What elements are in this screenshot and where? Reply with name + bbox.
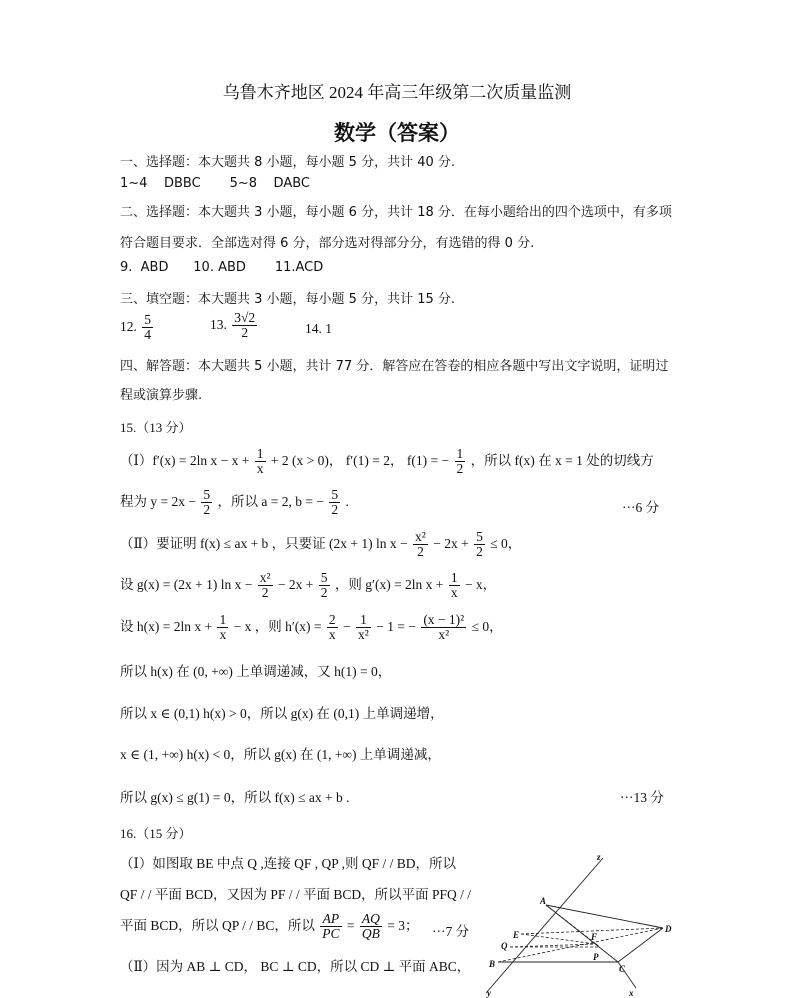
- q16-score-7: ···7 分: [432, 924, 470, 939]
- page-title: 乌鲁木齐地区 2024 年高三年级第二次质量监测: [222, 83, 572, 102]
- q15-line-1: [120, 447, 654, 476]
- q15-line-7: 所以 x ∈ (0,1) h(x) > 0，所以 g(x) 在 (0,1) 上单调递增，: [120, 706, 444, 721]
- text: ，则 g′(x) = 2ln x +: [334, 576, 444, 592]
- frac-num: 1: [450, 570, 458, 585]
- answer-12-fraction: [142, 313, 153, 342]
- section-heading-solutions-2: 程或演算步骤.: [120, 388, 203, 403]
- fraction: [258, 571, 273, 600]
- frac-num: 5: [203, 487, 211, 502]
- q15-line-8: x ∈ (1, +∞) h(x) < 0，所以 g(x) 在 (1, +∞) 上单调递减，: [120, 747, 441, 762]
- text: − 2x +: [277, 576, 314, 592]
- frac-num: 5: [144, 312, 151, 327]
- label-z: z: [597, 852, 601, 862]
- q15-score-13: ···13 分: [620, 790, 664, 805]
- frac-num: x²: [415, 529, 426, 544]
- text: .: [345, 493, 349, 509]
- section-heading-choice: 一、选择题：本大题共 8 小题，每小题 5 分，共计 40 分.: [120, 155, 456, 170]
- fraction: [455, 447, 466, 476]
- label-C: C: [619, 964, 626, 974]
- frac-den: x²: [438, 627, 450, 643]
- q16-line-1: （Ⅰ）如图取 BE 中点 Q ,连接 QF , QP ,则 QF / / BD，所以: [120, 856, 456, 871]
- text: =: [346, 917, 355, 933]
- frac-num: 1: [356, 613, 371, 628]
- frac-num: 2: [328, 612, 336, 627]
- frac-den: x: [256, 461, 264, 477]
- page-subtitle: 数学（答案）: [334, 121, 460, 145]
- frac-den: x: [219, 627, 227, 643]
- q15-line-9: 所以 g(x) ≤ g(1) = 0，所以 f(x) ≤ ax + b .: [120, 790, 350, 805]
- section-heading-multichoice-2: 符合题目要求．全部选对得 6 分，部分选对得部分分，有选错的得 0 分.: [120, 236, 535, 251]
- frac-num: 5: [476, 529, 483, 544]
- fraction: [449, 571, 460, 600]
- frac-num: 5: [320, 570, 328, 585]
- edge-BD: [498, 928, 663, 962]
- label-D: D: [665, 924, 672, 934]
- q15-line-2: [120, 488, 349, 517]
- frac-num: AQ: [361, 911, 380, 926]
- fraction: [327, 613, 338, 642]
- label-P: P: [593, 952, 599, 962]
- q16-line-4: （Ⅱ）因为 AB ⊥ CD， BC ⊥ CD，所以 CD ⊥ 平面 ABC，: [120, 959, 471, 974]
- text: − x ，则 h′(x) =: [233, 618, 322, 634]
- frac-den: 2: [241, 325, 249, 341]
- fraction: [201, 488, 212, 517]
- text: − 2x +: [433, 535, 469, 551]
- label-y: y: [487, 988, 491, 998]
- frac-den: 2: [331, 502, 339, 518]
- text: ，所以 a = 2, b = −: [217, 493, 324, 509]
- frac-den: 2: [476, 544, 483, 560]
- edge-AD: [546, 905, 663, 928]
- frac-den: 4: [144, 327, 151, 343]
- answer-12: [120, 313, 155, 342]
- q16-label: 16.（15 分）: [120, 826, 192, 841]
- frac-den: 2: [261, 585, 269, 601]
- q15-line-4: [120, 571, 496, 600]
- text: ≤ 0，: [490, 535, 522, 551]
- q16-line-2: QF / / 平面 BCD，又因为 PF / / 平面 BCD，所以平面 PFQ / /: [120, 887, 472, 902]
- frac-num: 1: [456, 446, 464, 461]
- axis-line: [486, 858, 603, 993]
- q15-label: 15.（13 分）: [120, 420, 192, 435]
- section-heading-multichoice-1: 二、选择题：本大题共 3 小题，每小题 6 分，共计 18 分．在每小题给出的四个选项中，有多项: [120, 205, 672, 220]
- q16-line-3: [120, 912, 419, 941]
- frac-den: 2: [320, 585, 328, 601]
- fraction: [217, 613, 228, 642]
- label-A: A: [540, 896, 547, 906]
- text: （Ⅰ）f′(x) = 2ln x − x +: [120, 452, 250, 468]
- frac-den: 2: [456, 461, 464, 477]
- frac-den: QB: [361, 926, 380, 942]
- label-F: F: [591, 932, 598, 942]
- frac-num: x²: [259, 570, 271, 585]
- label-B: B: [489, 959, 496, 969]
- frac-num: 1: [256, 446, 264, 461]
- frac-den: 2: [203, 502, 211, 518]
- q15-score-6: ···6 分: [622, 500, 660, 515]
- fraction: [356, 613, 371, 642]
- text: ，所以 f(x) 在 x = 1 处的切线方: [470, 452, 654, 468]
- frac-den: 2: [417, 544, 424, 560]
- edge-CD: [618, 928, 663, 962]
- fraction: [255, 447, 266, 476]
- section-heading-fillin: 三、填空题：本大题共 3 小题，每小题 5 分，共计 15 分.: [120, 292, 456, 307]
- text: 程为 y = 2x −: [120, 493, 196, 509]
- answer-13-fraction: [232, 311, 257, 340]
- answer-13: [210, 311, 259, 340]
- answer-12-label: 12.: [120, 318, 137, 334]
- section-heading-solutions-1: 四、解答题：本大题共 5 小题，共计 77 分．解答应在答卷的相应各题中写出文字说明，证明过: [120, 359, 669, 374]
- q15-line-5: [120, 613, 503, 642]
- text: 平面 BCD，所以 QP / / BC，所以: [120, 917, 315, 933]
- frac-num: 3√2: [234, 310, 256, 325]
- text: − 1 = −: [376, 618, 416, 634]
- text: （Ⅱ）要证明 f(x) ≤ ax + b ，只要证 (2x + 1) ln x −: [120, 535, 408, 551]
- fraction: [360, 912, 382, 941]
- fraction: [320, 912, 341, 941]
- geometry-figure: [478, 848, 688, 998]
- frac-den: PC: [322, 926, 340, 942]
- answer-14: 14. 1: [305, 321, 332, 336]
- label-Q: Q: [501, 941, 508, 951]
- label-E: E: [513, 930, 520, 940]
- label-x: x: [629, 988, 634, 998]
- fraction: [329, 488, 340, 517]
- text: − x，: [464, 576, 497, 592]
- frac-den: x: [450, 585, 458, 601]
- q15-line-6: 所以 h(x) 在 (0, +∞) 上单调递减，又 h(1) = 0，: [120, 664, 392, 679]
- fraction: [413, 530, 428, 559]
- frac-num: (x − 1)²: [423, 612, 465, 627]
- answer-13-label: 13.: [210, 316, 227, 332]
- frac-num: 1: [219, 612, 227, 627]
- text: ≤ 0，: [471, 618, 503, 634]
- text: = 3；: [387, 917, 419, 933]
- frac-num: 5: [331, 487, 339, 502]
- frac-num: AP: [320, 912, 341, 927]
- fraction: [421, 613, 466, 642]
- answers-9-11: 9. ABD 10. ABD 11.ACD: [120, 260, 324, 275]
- text: 设 g(x) = (2x + 1) ln x −: [120, 576, 253, 592]
- q15-line-3: [120, 530, 521, 559]
- frac-den: x²: [358, 627, 369, 643]
- text: 设 h(x) = 2ln x +: [120, 618, 213, 634]
- fraction: [474, 530, 485, 559]
- answers-1-8: 1~4 DBBC 5~8 DABC: [120, 176, 310, 191]
- text: −: [343, 618, 351, 634]
- fraction: [319, 571, 330, 600]
- frac-den: x: [328, 627, 336, 643]
- text: + 2 (x > 0)， f′(1) = 2， f(1) = −: [270, 452, 450, 468]
